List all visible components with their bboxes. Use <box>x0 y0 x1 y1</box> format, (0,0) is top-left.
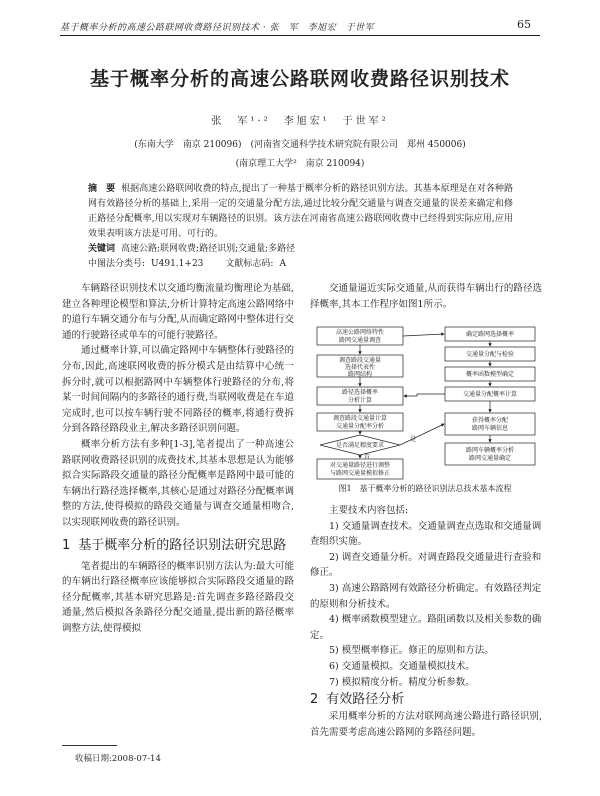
flowchart <box>305 323 543 481</box>
flow-label-r5b: 路网车辆信息 <box>471 425 509 432</box>
flow-label-1a: 高速公路网络特性 <box>335 329 385 336</box>
header-rule <box>60 35 540 36</box>
keywords-text: 高速公路;联网收费;路径识别;交通量;多路径 <box>121 244 296 254</box>
doc-code-value: A <box>279 259 286 269</box>
footnote-rule <box>62 745 117 746</box>
flow-label-2a: 调查路段交通量 <box>338 357 382 364</box>
abstract-text: 根据高速公路联网收费的特点,提出了一种基于概率分析的路径识别方法。其基本原理是在对各种路网有效路径分析的基础上,采用一定的交通量分配方法,通过比较分配交通量与调查交通量的误差来确定和修正路径分配概率,用以实现对车辆路径的识别。该方法在河南省高速公路联网收费中已经得到实际应用,应用效果表明该方法是可用、可行的。 <box>88 184 513 239</box>
flow-label-r4: 交通量分配概率计算 <box>462 391 518 398</box>
body-paragraph: 通过概率计算,可以确定路网中车辆整体行驶路径的分布,因此,高速联网收费的拆分模式是由结算中心统一拆分时,就可以根据路网中车辆整体行驶路径的分布,将某一时间间隔内的多路径的通行费,当联网收费是在车道完成时,也可以按车辆行驶不同路径的概率,将通行费拆分到各路径路段业主,解决多路径识别问题。 <box>62 345 294 435</box>
affiliation-line-2: (南京理工大学² 南京 210094) <box>235 159 365 169</box>
figure-caption: 图1 基于概率分析的路径识别法总技术基本流程 <box>338 484 512 493</box>
body-paragraph: 交通量逼近实际交通量,从而获得车辆出行的路径选择概率,其本工作程序如图1所示。 <box>310 283 542 310</box>
affiliation-line-1: (东南大学 南京 210096) (河南省交通科学技术研究院有限公司 郑州 450006) <box>134 140 466 150</box>
abstract-label: 摘 要 <box>88 184 116 194</box>
section-1-title: 基于概率分析的路径识别法研究思路 <box>78 537 287 553</box>
list-item: 3) 高速公路路网有效路径分析确定。有效路径判定的原则和分析技术。 <box>310 582 542 610</box>
keywords-label: 关键词 <box>88 244 116 254</box>
list-item: 1) 交通量调查技术。交通量调查点选取和交通量调查组织实施。 <box>310 520 542 548</box>
flow-no-label: 否 <box>364 453 371 460</box>
paper-authors: 张 军¹·² 李旭宏¹ 于世军² <box>211 116 389 127</box>
flow-label-6b: 与路网交通量模拟修正 <box>329 470 391 477</box>
page-number: 65 <box>517 18 531 31</box>
flow-label-3b: 分析计算 <box>347 397 373 404</box>
flow-label-4a: 调查路段交通量计算 <box>332 415 388 422</box>
flowchart-figure <box>305 323 543 481</box>
section-1-number: 1 <box>62 537 71 553</box>
doc-code-label: 文献标志码: <box>225 259 274 269</box>
paper-title: 基于概率分析的高速公路联网收费路径识别技术 <box>89 68 510 90</box>
flow-label-2c: 路网结构 <box>347 371 373 378</box>
section-2-heading <box>310 690 542 709</box>
clc-value: U491.1+23 <box>151 259 204 269</box>
right-column-intro <box>310 281 542 312</box>
flow-label-diamond: 是否满足精度要求 <box>335 442 385 449</box>
flow-label-1b: 路网交通量调查 <box>338 337 382 344</box>
flow-label-r1: 确定路网选择概率 <box>465 331 515 338</box>
classification-line <box>88 257 513 272</box>
body-paragraph: 车辆路径识别技术以交通均衡流量均衡理论为基础,建立各种理论模型和算法,分析计算特定高速公路网络中的道行车辆交通分布与分配,从而确定路网中整体进行交通的行驶路径或单车的可能行驶路径。 <box>62 283 294 341</box>
section-2-title: 有效路径分析 <box>326 692 405 708</box>
list-item: 4) 概率函数模型建立。路阻函数以及相关参数的确定。 <box>310 614 542 641</box>
flow-label-r5a: 获得概率分配 <box>471 417 509 424</box>
running-title: 基于概率分析的高速公路联网收费路径识别技术 · 张 军 李旭宏 于世军 <box>60 23 375 33</box>
flow-label-r3: 概率函数模型确定 <box>465 371 515 378</box>
list-item: 6) 交通量模拟。交通量模拟技术。 <box>329 660 475 672</box>
body-paragraph: 采用概率分析的方法对联网高速公路进行路径识别,首先需要考虑高速公路网的多路径问题。 <box>310 711 542 738</box>
flow-label-6a: 对交通量路径进行调整 <box>329 462 391 469</box>
flow-label-r6a: 路网车辆概率分析 <box>465 447 515 454</box>
section-2-number: 2 <box>310 692 319 708</box>
flow-label-r2: 交通量分配与检验 <box>465 351 515 358</box>
list-item: 5) 模型概率修正。修正的原则和方法。 <box>329 645 494 657</box>
flow-label-4b: 交通量分配率分析 <box>335 423 385 430</box>
list-item: 2) 调查交通量分析。对调查路段交通量进行查验和修正。 <box>310 551 542 579</box>
abstract <box>88 182 513 242</box>
body-paragraph: 笔者提出的车辆路径的概率识别方法认为:最大可能的车辆出行路径概率应该能够拟合实际路段交通量的路径分配概率,其基本研究思路是:首先调查多路径路段交通量,然后模拟各条路径分配交通量,提出新的路径概率调整方法,使得模拟 <box>62 560 294 634</box>
flow-label-2b: 选择代表性 <box>344 364 376 371</box>
abstract-block <box>88 182 513 272</box>
keywords <box>88 242 513 257</box>
section-1-heading <box>62 536 294 555</box>
flow-yes-label: 是 <box>410 436 417 443</box>
list-intro: 主要技术内容包括: <box>329 505 409 516</box>
flow-label-r6b: 路网交通量确定 <box>468 455 512 462</box>
received-date: 收稿日期:2008-07-14 <box>75 754 161 764</box>
flow-label-3a: 路径选择概率 <box>341 389 379 396</box>
clc-label: 中图法分类号: <box>88 259 146 269</box>
left-column <box>62 281 294 636</box>
technical-contents-list <box>310 503 542 740</box>
list-item: 7) 模拟精度分析。精度分析参数。 <box>329 676 475 688</box>
body-paragraph: 概率分析方法有多种[1-3],笔者提出了一种高速公路联网收费路径识别的成费技术,其基本思想是认为能够拟合实际路段交通量的路径分配概率是路网中最可能的车辆出行路径选择概率,其核心是通过对路径分配概率调整的方法,使得模拟的路段交通量与调查交通量相吻合,以实现联网收费的路径识别。 <box>62 438 294 528</box>
